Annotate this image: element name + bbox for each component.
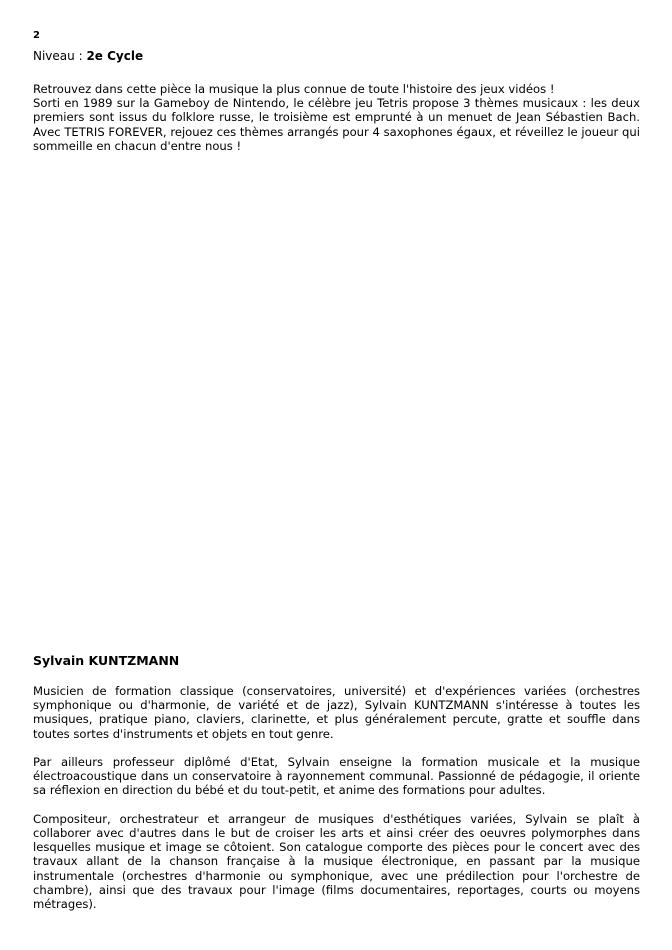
intro-text bbox=[33, 82, 640, 153]
level-value: 2e Cycle bbox=[86, 49, 144, 63]
page-number: 2 bbox=[33, 30, 40, 41]
level-label: Niveau : bbox=[33, 49, 87, 63]
bio-paragraph: Par ailleurs professeur diplômé d'Etat, Sylvain enseigne la formation musicale et la musique électroacoustique dans un conservatoire à rayonnement communal. Passionné de pédagogie, il oriente sa réflexion en direction du bébé et du tout-petit, et anime des formations pour adultes. bbox=[33, 755, 640, 798]
intro-paragraph: Retrouvez dans cette pièce la musique la plus connue de toute l'histoire des jeux vidéos ! bbox=[33, 82, 555, 96]
level-line bbox=[33, 49, 143, 63]
bio-paragraph: Compositeur, orchestrateur et arrangeur de musiques d'esthétiques variées, Sylvain se plaît à collaborer avec d'autres dans le but de croiser les arts et ainsi créer des oeuvres polymorphes dans lesquelles musique et image se côtoient. Son catalogue comporte des pièces pour le concert avec des travaux allant de la chanson française à la musique électronique, en passant par la musique instrumentale (orchestres d'harmonie ou symphonique, avec une prédilection pour l'orchestre de chambre), ainsi que des travaux pour l'image (films documentaires, reportages, courts ou moyens métrages). bbox=[33, 811, 640, 912]
author-biography bbox=[33, 684, 640, 925]
intro-paragraph: Sorti en 1989 sur la Gameboy de Nintendo, le célèbre jeu Tetris propose 3 thèmes musicaux : les deux premiers sont issus du folklore russe, le troisième est emprunté à un menuet de Jean Sébastien Bach. Avec TETRIS FOREVER, rejouez ces thèmes arrangés pour 4 saxophones égaux, et réveillez le joueur qui sommeille en chacun d'entre nous ! bbox=[33, 96, 640, 153]
author-name: Sylvain KUNTZMANN bbox=[33, 653, 180, 668]
bio-paragraph: Musicien de formation classique (conservatoires, université) et d'expériences variées (orchestres symphonique ou d'harmonie, de variété et de jazz), Sylvain KUNTZMANN s'intéresse à toutes les musiques, pratique piano, claviers, clarinette, et plus généralement percute, gratte et souffle dans toutes sortes d'instruments et objets en tout genre. bbox=[33, 684, 640, 741]
